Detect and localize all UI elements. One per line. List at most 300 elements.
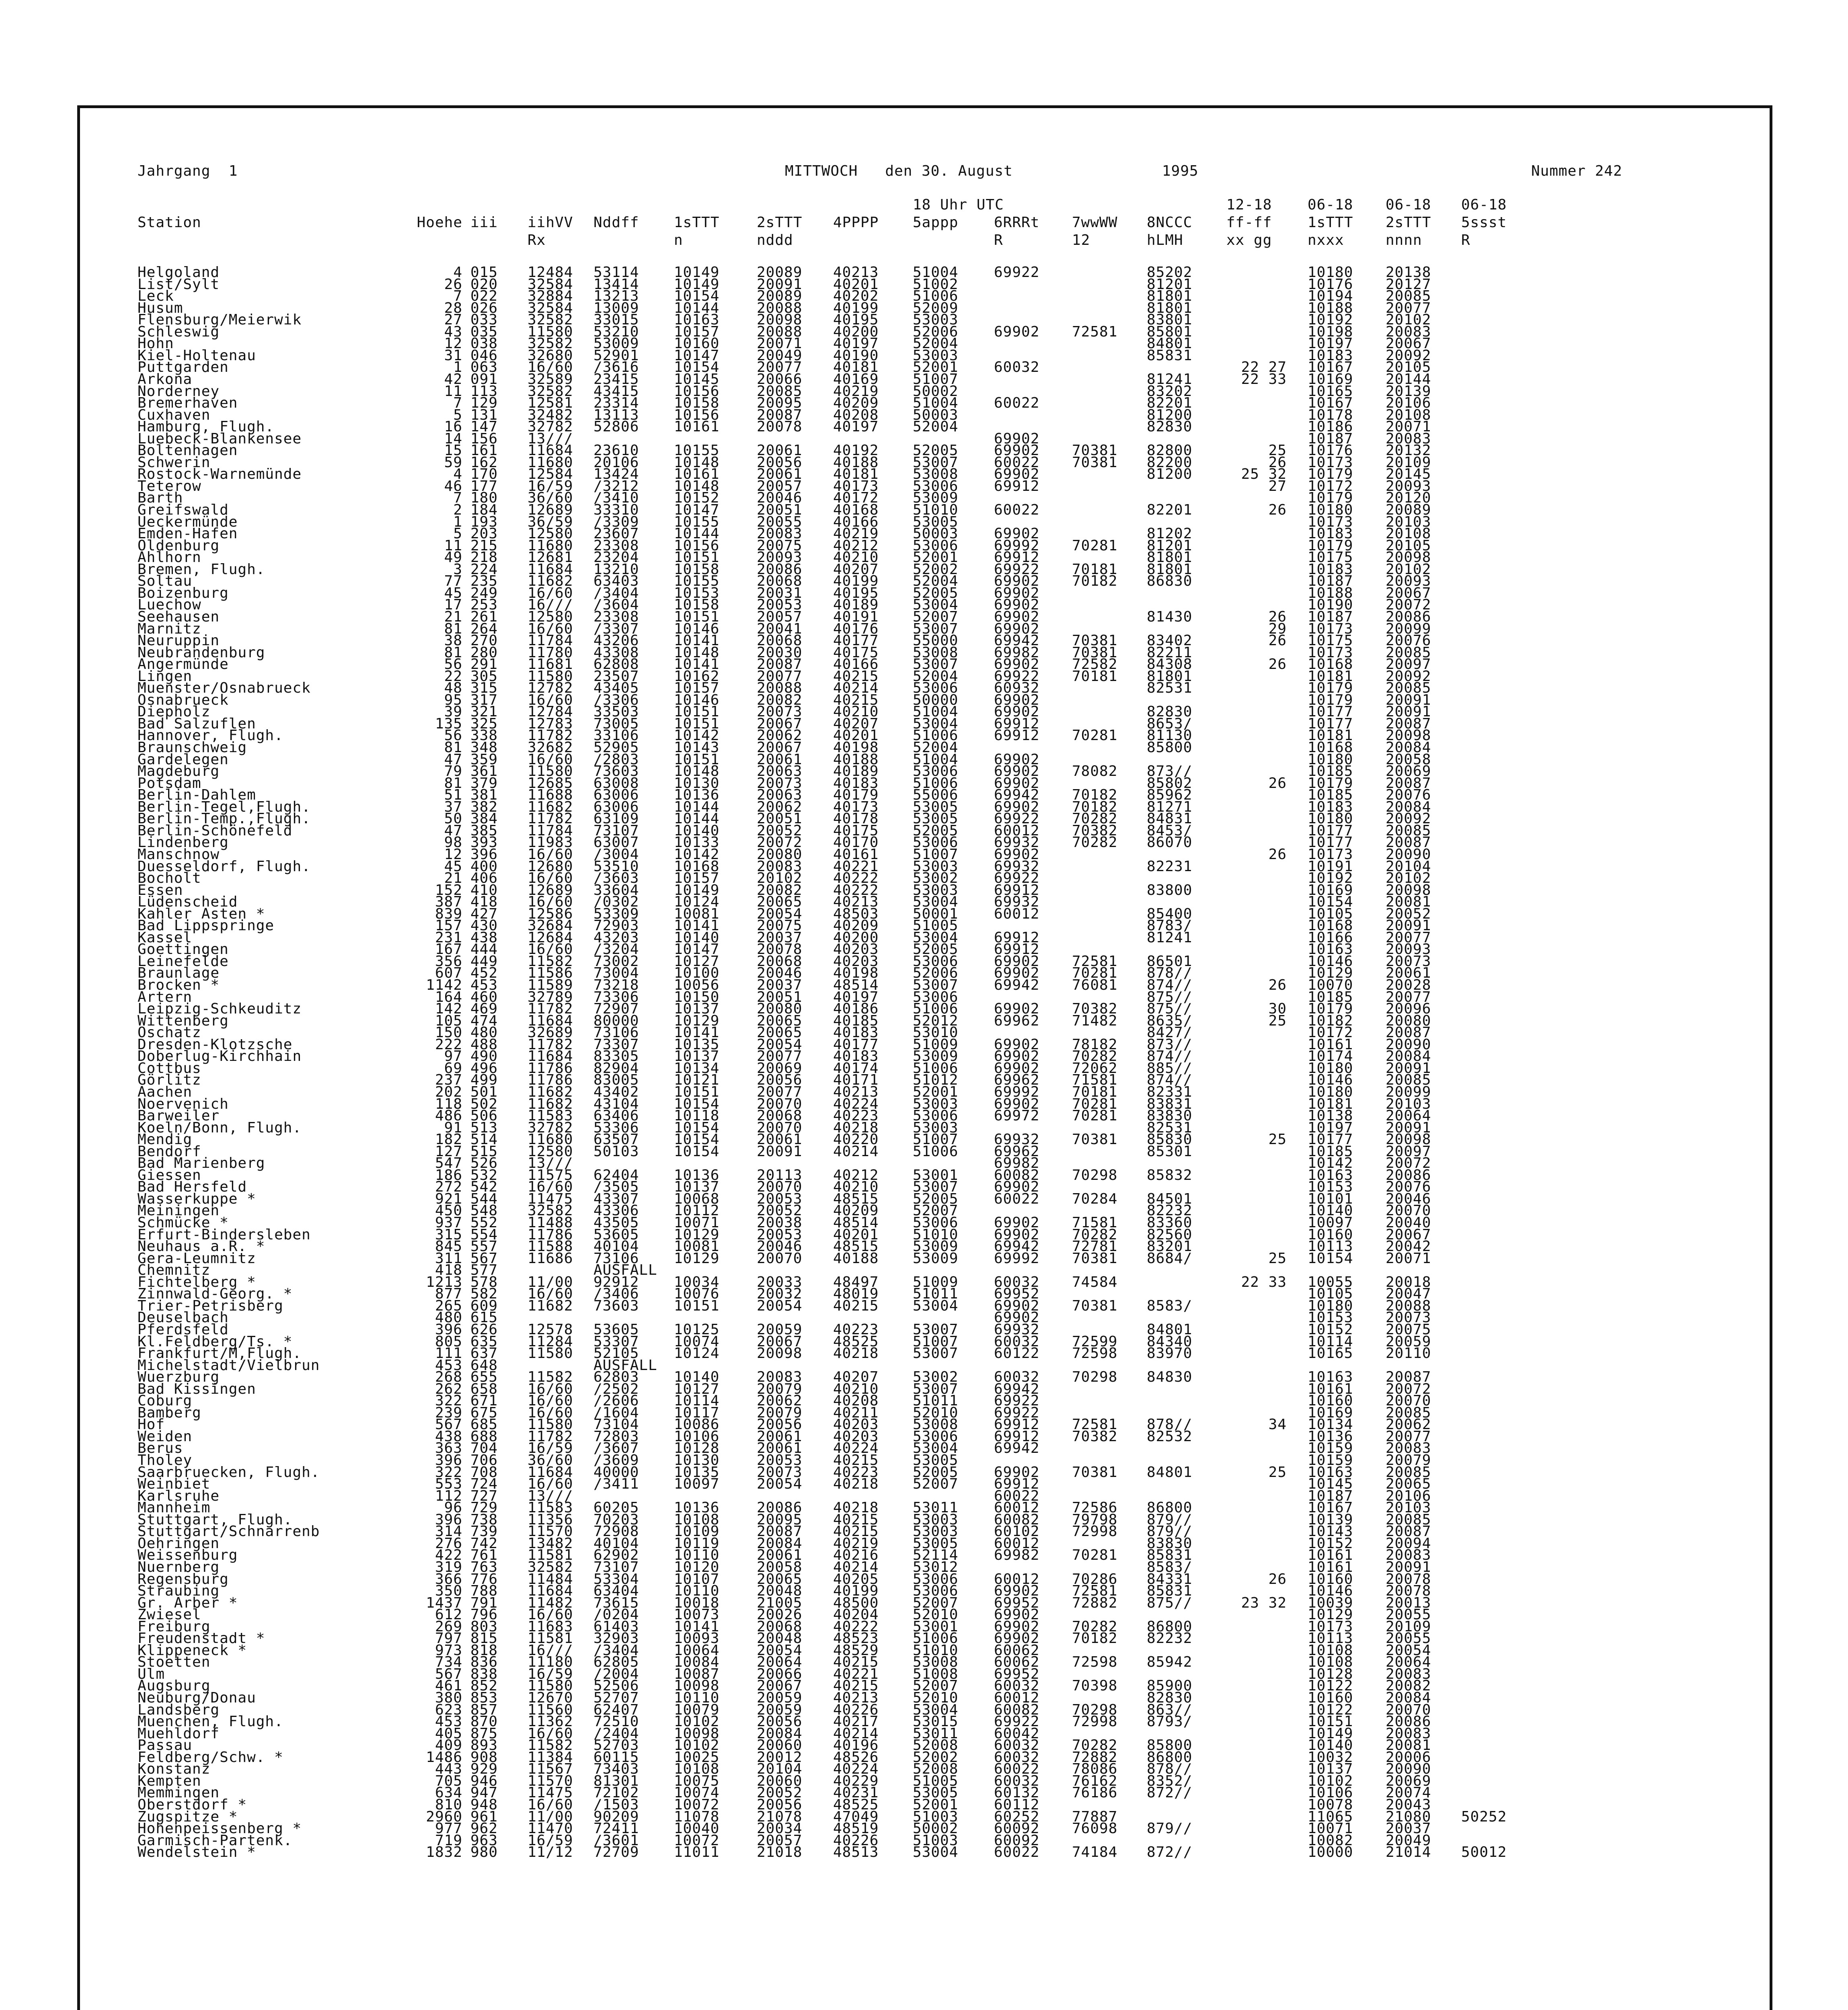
cell-7wwww: 70281 <box>1072 727 1118 744</box>
cell-nddff: 72908 <box>593 1523 639 1540</box>
cell-1sttt: 10141 <box>674 632 720 649</box>
cell-n2: 20083 <box>1386 1725 1431 1742</box>
cell-iihvv: 11780 <box>528 644 573 661</box>
cell-nddff: 40000 <box>593 1464 639 1481</box>
cell-iihvv: 11782 <box>528 1036 573 1053</box>
cell-6rrrt: 69902 <box>994 585 1040 601</box>
cell-5appp: 53006 <box>913 537 959 554</box>
cell-nddff: 23415 <box>593 371 639 388</box>
cell-4pppp: 40223 <box>833 1108 879 1124</box>
cell-2sttt: 20012 <box>757 1749 803 1766</box>
cell-5appp: 51005 <box>913 917 959 934</box>
cell-n1: 10139 <box>1308 1511 1353 1528</box>
cell-5appp: 51010 <box>913 1642 959 1659</box>
cell-7wwww: 70282 <box>1072 1048 1118 1065</box>
cell-hoehe: 276 <box>435 1535 462 1552</box>
cell-n2: 20138 <box>1386 264 1431 281</box>
cell-iihvv: 11582 <box>528 953 573 970</box>
cell-hoehe: 314 <box>435 1523 462 1540</box>
cell-nddff: /3616 <box>593 359 639 376</box>
cell-1sttt: 10140 <box>674 822 720 839</box>
cell-8nccc: 83402 <box>1147 632 1193 649</box>
cell-n1: 10185 <box>1308 787 1353 804</box>
cell-2sttt: 20098 <box>757 1345 803 1362</box>
cell-n2: 20072 <box>1386 1155 1431 1172</box>
cell-nddff: 23610 <box>593 442 639 459</box>
cell-nddff: 13009 <box>593 299 639 316</box>
cell-1sttt: 10149 <box>674 882 720 898</box>
cell-iihvv: 16/59 <box>528 1832 573 1849</box>
cell-4pppp: 40213 <box>833 894 879 911</box>
cell-6rrrt: 69962 <box>994 1143 1040 1160</box>
cell-6rrrt: 69922 <box>994 810 1040 827</box>
cell-hoehe: 81 <box>444 775 462 792</box>
cell-iii: 156 <box>470 430 498 447</box>
cell-n2: 20097 <box>1386 656 1431 673</box>
cell-iihvv: 11782 <box>528 727 573 744</box>
cell-hoehe: 461 <box>435 1678 462 1694</box>
cell-nddff: 13424 <box>593 466 639 483</box>
cell-5appp: 53009 <box>913 1250 959 1267</box>
cell-2sttt: 21005 <box>757 1594 803 1611</box>
cell-station: Kempten <box>138 1772 201 1789</box>
cell-1sttt: 10120 <box>674 1559 720 1575</box>
cell-n1: 10078 <box>1308 1796 1353 1813</box>
cell-6rrrt: 69902 <box>994 1060 1040 1077</box>
cell-5appp: 51004 <box>913 264 959 281</box>
cell-1sttt: 10144 <box>674 810 720 827</box>
cell-8nccc: 82232 <box>1147 1630 1193 1647</box>
cell-4pppp: 40218 <box>833 1119 879 1136</box>
cell-station: Barweiler <box>138 1108 220 1124</box>
cell-iihvv: 11586 <box>528 965 573 982</box>
cell-hoehe: 81 <box>444 739 462 756</box>
cell-iii: 815 <box>470 1630 498 1647</box>
cell-6rrrt: 69912 <box>994 929 1040 946</box>
cell-5appp: 53003 <box>913 312 959 328</box>
cell-1sttt: 10130 <box>674 775 720 792</box>
cell-n1: 10138 <box>1308 1108 1353 1124</box>
cell-station: Teterow <box>138 478 201 494</box>
cell-iii: 180 <box>470 490 498 507</box>
cell-station: Leipzig-Schkeuditz <box>138 1001 302 1017</box>
cell-1sttt: 10056 <box>674 977 720 993</box>
cell-5appp: 50003 <box>913 525 959 542</box>
cell-iii: 548 <box>470 1202 498 1219</box>
cell-station: Oldenburg <box>138 537 220 554</box>
cell-nddff: 63008 <box>593 775 639 792</box>
cell-iihvv: 32582 <box>528 312 573 328</box>
cell-station: Bocholt <box>138 870 201 887</box>
cell-n1: 10168 <box>1308 739 1353 756</box>
cell-n1: 10101 <box>1308 1190 1353 1207</box>
cell-5appp: 50002 <box>913 1820 959 1837</box>
cell-n1: 10000 <box>1308 1844 1353 1861</box>
cell-1sttt: 10068 <box>674 1190 720 1207</box>
cell-8nccc: 83801 <box>1147 312 1193 328</box>
cell-hoehe: 612 <box>435 1606 462 1623</box>
cell-n2: 20083 <box>1386 1665 1431 1682</box>
cell-2sttt: 20051 <box>757 810 803 827</box>
cell-n2: 20102 <box>1386 561 1431 578</box>
cell-1sttt: 10154 <box>674 1131 720 1148</box>
cell-1sttt: 10072 <box>674 1796 720 1813</box>
cell-iii: 348 <box>470 739 498 756</box>
cell-ffff: 23 32 <box>1241 1594 1287 1611</box>
cell-5appp: 53007 <box>913 620 959 637</box>
cell-hoehe: 486 <box>435 1108 462 1124</box>
cell-5appp: 52007 <box>913 1476 959 1493</box>
cell-nddff: 53309 <box>593 905 639 922</box>
cell-6rrrt: 69902 <box>994 1606 1040 1623</box>
cell-2sttt: 20056 <box>757 1416 803 1433</box>
cell-n1: 10169 <box>1308 371 1353 388</box>
cell-n1: 10070 <box>1308 977 1353 993</box>
cell-2sttt: 20087 <box>757 656 803 673</box>
cell-nddff: 53605 <box>593 1226 639 1243</box>
cell-n1: 10113 <box>1308 1238 1353 1255</box>
cell-hoehe: 118 <box>435 1095 462 1112</box>
cell-4pppp: 48523 <box>833 1630 879 1647</box>
cell-iii: 427 <box>470 905 498 922</box>
cell-7wwww: 70381 <box>1072 644 1118 661</box>
cell-8nccc: 81200 <box>1147 466 1193 483</box>
cell-2sttt: 20031 <box>757 585 803 601</box>
cell-station: Tholey <box>138 1452 193 1469</box>
cell-4pppp: 40169 <box>833 371 879 388</box>
cell-nddff: 62805 <box>593 1654 639 1671</box>
cell-hoehe: 22 <box>444 668 462 685</box>
cell-nddff: 23314 <box>593 395 639 412</box>
cell-station: Giessen <box>138 1167 201 1183</box>
cell-5appp: 53007 <box>913 454 959 471</box>
cell-1sttt: 10151 <box>674 704 720 720</box>
cell-iii: 947 <box>470 1784 498 1801</box>
cell-nddff: 63109 <box>593 810 639 827</box>
cell-2sttt: 20067 <box>757 715 803 732</box>
cell-n2: 20109 <box>1386 454 1431 471</box>
cell-station: Coburg <box>138 1393 193 1409</box>
cell-2sttt: 20052 <box>757 822 803 839</box>
cell-2sttt: 20068 <box>757 1618 803 1635</box>
cell-n1: 10175 <box>1308 632 1353 649</box>
cell-1sttt: 10147 <box>674 502 720 518</box>
cell-4pppp: 48526 <box>833 1749 879 1766</box>
cell-n1: 10172 <box>1308 478 1353 494</box>
cell-1sttt: 10137 <box>674 1048 720 1065</box>
cell-iihvv: 36/60 <box>528 1452 573 1469</box>
cell-iii: 908 <box>470 1749 498 1766</box>
cell-hoehe: 350 <box>435 1583 462 1600</box>
cell-hoehe: 38 <box>444 632 462 649</box>
cell-8nccc: 82231 <box>1147 858 1193 875</box>
cell-n2: 20083 <box>1386 323 1431 340</box>
cell-n2: 20085 <box>1386 1072 1431 1089</box>
cell-6rrrt: 60022 <box>994 395 1040 412</box>
cell-4pppp: 48514 <box>833 1214 879 1231</box>
cell-n1: 10194 <box>1308 288 1353 305</box>
cell-6rrrt: 69902 <box>994 608 1040 625</box>
cell-nddff: 53114 <box>593 264 639 281</box>
cell-iii: 776 <box>470 1571 498 1587</box>
cell-4pppp: 40210 <box>833 704 879 720</box>
cell-hoehe: 21 <box>444 608 462 625</box>
cell-nddff: 72510 <box>593 1713 639 1730</box>
cell-nddff: /3212 <box>593 478 639 494</box>
cell-station: Kassel <box>138 929 193 946</box>
cell-6rrrt: 69902 <box>994 1464 1040 1481</box>
cell-5appp: 53001 <box>913 1618 959 1635</box>
cell-1sttt: 10161 <box>674 466 720 483</box>
cell-5appp: 51006 <box>913 1143 959 1160</box>
cell-5appp: 50000 <box>913 691 959 708</box>
cell-n1: 10102 <box>1308 1772 1353 1789</box>
cell-station: Berlin-Dahlem <box>138 787 256 804</box>
cell-iihvv: 13482 <box>528 1535 573 1552</box>
cell-station: Neuruppin <box>138 632 220 649</box>
cell-7wwww: 72581 <box>1072 1583 1118 1600</box>
cell-4pppp: 40207 <box>833 1369 879 1386</box>
cell-6rrrt: 69902 <box>994 1048 1040 1065</box>
cell-nddff: /2606 <box>593 1393 639 1409</box>
cell-1sttt: 10130 <box>674 1452 720 1469</box>
cell-n2: 20102 <box>1386 312 1431 328</box>
cell-1sttt: 10106 <box>674 1428 720 1445</box>
cell-iihvv: 11684 <box>528 442 573 459</box>
cell-ffff: 26 <box>1268 846 1287 863</box>
cell-2sttt: 20033 <box>757 1274 803 1290</box>
cell-hoehe: 7 <box>453 490 462 507</box>
cell-hoehe: 805 <box>435 1333 462 1350</box>
cell-2sttt: 20072 <box>757 834 803 851</box>
cell-iii: 147 <box>470 418 498 435</box>
cell-n1: 10140 <box>1308 1737 1353 1754</box>
cell-1sttt: 10127 <box>674 1380 720 1397</box>
cell-5appp: 52007 <box>913 1202 959 1219</box>
cell-hoehe: 623 <box>435 1701 462 1718</box>
cell-n2: 20108 <box>1386 525 1431 542</box>
cell-2sttt: 20077 <box>757 359 803 376</box>
cell-iihvv: 11786 <box>528 1072 573 1089</box>
cell-hoehe: 222 <box>435 1036 462 1053</box>
cell-station: Bad Marienberg <box>138 1155 265 1172</box>
cell-nddff: 43203 <box>593 929 639 946</box>
cell-iii: 557 <box>470 1238 498 1255</box>
cell-5appp: 55006 <box>913 787 959 804</box>
cell-iihvv: 32584 <box>528 276 573 293</box>
cell-n2: 20013 <box>1386 1594 1431 1611</box>
cell-iii: 488 <box>470 1036 498 1053</box>
cell-6rrrt: 60062 <box>994 1642 1040 1659</box>
cell-n1: 10183 <box>1308 798 1353 815</box>
cell-2sttt: 20073 <box>757 775 803 792</box>
cell-2sttt: 20102 <box>757 870 803 887</box>
cell-8nccc: 83970 <box>1147 1345 1193 1362</box>
cell-iii: 046 <box>470 347 498 364</box>
cell-1sttt: 10158 <box>674 597 720 613</box>
cell-1sttt: 10151 <box>674 715 720 732</box>
cell-n2: 20091 <box>1386 704 1431 720</box>
cell-4pppp: 40226 <box>833 1832 879 1849</box>
cell-4pppp: 40197 <box>833 989 879 1005</box>
cell-7wwww: 72882 <box>1072 1749 1118 1766</box>
cell-n1: 10145 <box>1308 1476 1353 1493</box>
cell-iii: 177 <box>470 478 498 494</box>
cell-8nccc: 879// <box>1147 1511 1193 1528</box>
cell-iihvv: 11683 <box>528 1618 573 1635</box>
cell-nddff: 62808 <box>593 656 639 673</box>
cell-4pppp: 40218 <box>833 1499 879 1516</box>
cell-5appp: 52007 <box>913 1594 959 1611</box>
cell-iihvv: 16/60 <box>528 359 573 376</box>
cell-station: Manschnow <box>138 846 220 863</box>
cell-1sttt: 10142 <box>674 846 720 863</box>
cell-iii: 946 <box>470 1772 498 1789</box>
cell-8nccc: 81430 <box>1147 608 1193 625</box>
cell-iihvv: 12584 <box>528 466 573 483</box>
cell-8nccc: 84308 <box>1147 656 1193 673</box>
cell-5appp: 53015 <box>913 1713 959 1730</box>
cell-2sttt: 20087 <box>757 406 803 423</box>
cell-6rrrt: 60022 <box>994 1844 1040 1861</box>
cell-4pppp: 40209 <box>833 1202 879 1219</box>
cell-iii: 515 <box>470 1143 498 1160</box>
cell-6rrrt: 69902 <box>994 953 1040 970</box>
cell-hoehe: 4 <box>453 264 462 281</box>
cell-1sttt: 10156 <box>674 537 720 554</box>
cell-ffff: 26 <box>1268 632 1287 649</box>
cell-iihvv: 11475 <box>528 1190 573 1207</box>
cell-7wwww: 72882 <box>1072 1594 1118 1611</box>
cell-n2: 20105 <box>1386 537 1431 554</box>
cell-n2: 20077 <box>1386 299 1431 316</box>
cell-ffff: 34 <box>1268 1416 1287 1433</box>
cell-station: Stoetten <box>138 1654 211 1671</box>
cell-iihvv: 11589 <box>528 977 573 993</box>
cell-station: Weissenburg <box>138 1547 238 1564</box>
cell-7wwww: 79798 <box>1072 1511 1118 1528</box>
cell-hoehe: 5 <box>453 525 462 542</box>
cell-iii: 838 <box>470 1665 498 1682</box>
cell-6rrrt: 60032 <box>994 1772 1040 1789</box>
cell-iihvv: 13/// <box>528 430 573 447</box>
cell-7wwww: 70298 <box>1072 1701 1118 1718</box>
cell-5appp: 53009 <box>913 1238 959 1255</box>
cell-8nccc: 85202 <box>1147 264 1193 281</box>
cell-n2: 21014 <box>1386 1844 1431 1861</box>
cell-8nccc: 875// <box>1147 1001 1193 1017</box>
cell-5appp: 51009 <box>913 1036 959 1053</box>
col-06-18-1sttt: 06-18 1sTTT nxxx <box>1308 197 1353 248</box>
cell-6rrrt: 60092 <box>994 1820 1040 1837</box>
cell-8nccc: 872// <box>1147 1784 1193 1801</box>
cell-6rrrt: 60012 <box>994 1499 1040 1516</box>
cell-nddff: /3604 <box>593 597 639 613</box>
cell-iii: 671 <box>470 1393 498 1409</box>
cell-8nccc: 86800 <box>1147 1749 1193 1766</box>
cell-8nccc: 86501 <box>1147 953 1193 970</box>
cell-2sttt: 20060 <box>757 1737 803 1754</box>
cell-8nccc: 83202 <box>1147 383 1193 400</box>
cell-6rrrt: 69952 <box>994 1665 1040 1682</box>
cell-2sttt: 20059 <box>757 1701 803 1718</box>
cell-2sttt: 20104 <box>757 1761 803 1778</box>
cell-iii: 091 <box>470 371 498 388</box>
cell-hoehe: 453 <box>435 1357 462 1374</box>
cell-station: Doberlug-Kirchhain <box>138 1048 302 1065</box>
cell-7wwww: 70282 <box>1072 834 1118 851</box>
cell-station: Kiel-Holtenau <box>138 347 256 364</box>
cell-iihvv: 16/60 <box>528 620 573 637</box>
cell-hoehe: 56 <box>444 727 462 744</box>
cell-station: Landsberg <box>138 1701 220 1718</box>
cell-6rrrt: 69942 <box>994 1238 1040 1255</box>
cell-2sttt: 20061 <box>757 1428 803 1445</box>
cell-iihvv: 12782 <box>528 680 573 697</box>
cell-nddff: 62404 <box>593 1167 639 1183</box>
cell-iii: 836 <box>470 1654 498 1671</box>
cell-5appp: 53007 <box>913 1380 959 1397</box>
cell-5appp: 53003 <box>913 1095 959 1112</box>
cell-6rrrt: 69932 <box>994 858 1040 875</box>
cell-hoehe: 69 <box>444 1060 462 1077</box>
cell-iihvv: 11582 <box>528 1737 573 1754</box>
cell-2sttt: 20083 <box>757 1369 803 1386</box>
cell-iii: 496 <box>470 1060 498 1077</box>
cell-4pppp: 40174 <box>833 1060 879 1077</box>
cell-4pppp: 40220 <box>833 1131 879 1148</box>
cell-nddff: 73106 <box>593 1024 639 1041</box>
cell-2sttt: 20084 <box>757 1535 803 1552</box>
cell-nddff: 72102 <box>593 1784 639 1801</box>
cell-n1: 10190 <box>1308 597 1353 613</box>
cell-2sttt: 20077 <box>757 1048 803 1065</box>
cell-iihvv: 13/// <box>528 1487 573 1504</box>
cell-n1: 10174 <box>1308 1048 1353 1065</box>
cell-iihvv: 16/// <box>528 1642 573 1659</box>
cell-8nccc: 82531 <box>1147 1119 1193 1136</box>
cell-6rrrt: 69912 <box>994 727 1040 744</box>
cell-station: Passau <box>138 1737 193 1754</box>
cell-station: Helgoland <box>138 264 220 281</box>
cell-4pppp: 40224 <box>833 1761 879 1778</box>
cell-6rrrt: 69902 <box>994 691 1040 708</box>
cell-6rrrt: 69912 <box>994 941 1040 958</box>
cell-6rrrt: 69932 <box>994 1131 1040 1148</box>
cell-7wwww: 70281 <box>1072 1095 1118 1112</box>
cell-station: Augsburg <box>138 1678 211 1694</box>
cell-1sttt: 10124 <box>674 894 720 911</box>
cell-1sttt: 10154 <box>674 288 720 305</box>
cell-hoehe: 1 <box>453 513 462 530</box>
cell-n2: 20090 <box>1386 1761 1431 1778</box>
cell-n2: 20059 <box>1386 1333 1431 1350</box>
cell-2sttt: 20051 <box>757 502 803 518</box>
cell-hoehe: 16 <box>444 418 462 435</box>
cell-iihvv: 11570 <box>528 1523 573 1540</box>
cell-4pppp: 40215 <box>833 1511 879 1528</box>
cell-8nccc: 85800 <box>1147 1737 1193 1754</box>
cell-iii: 280 <box>470 644 498 661</box>
cell-hoehe: 7 <box>453 288 462 305</box>
cell-5appp: 52004 <box>913 418 959 435</box>
cell-4pppp: 40210 <box>833 1179 879 1196</box>
cell-nddff: 53009 <box>593 335 639 352</box>
cell-6rrrt: 60082 <box>994 1167 1040 1183</box>
cell-hoehe: 81 <box>444 620 462 637</box>
cell-1sttt: 10168 <box>674 858 720 875</box>
cell-7wwww: 72781 <box>1072 1238 1118 1255</box>
